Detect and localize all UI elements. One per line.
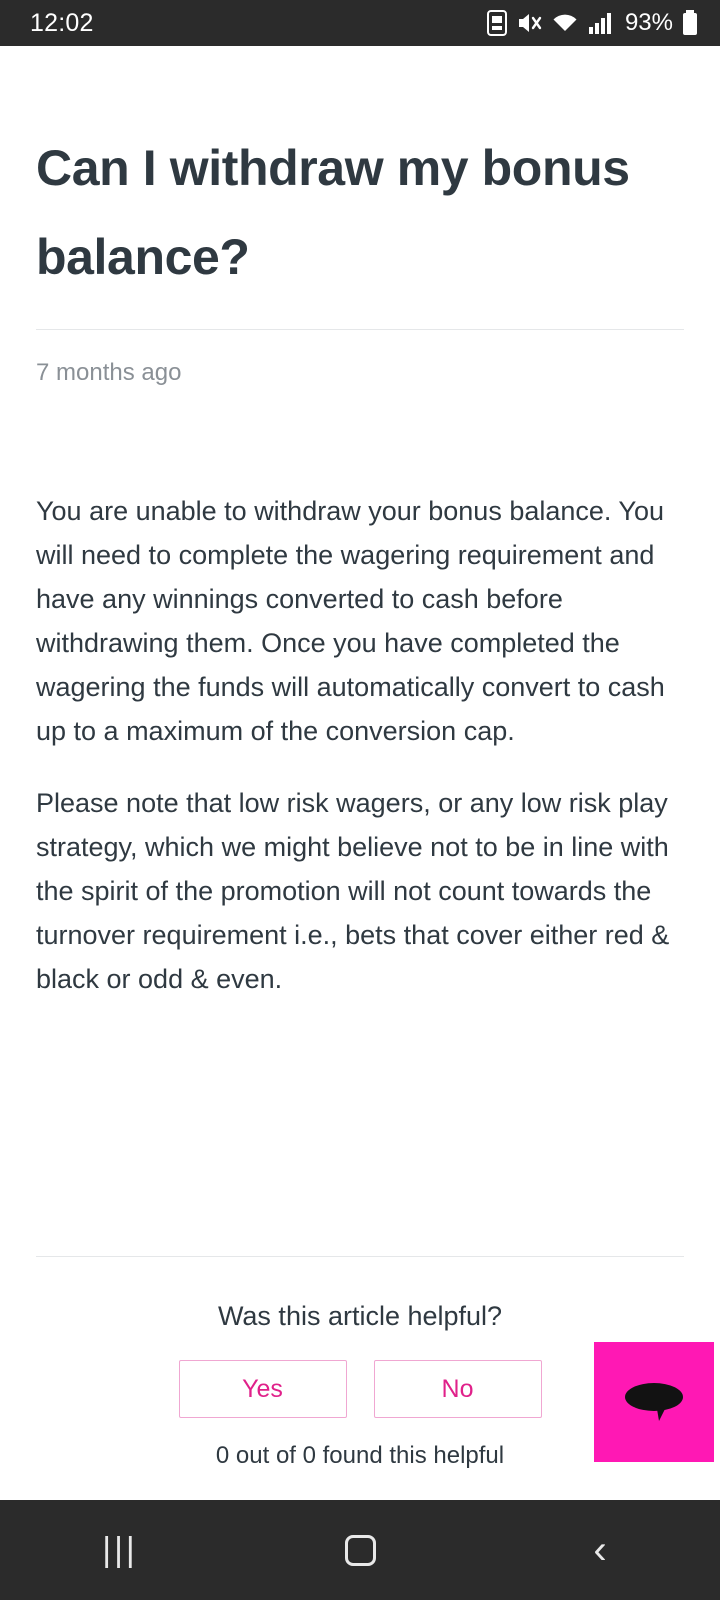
article-paragraph-1: You are unable to withdraw your bonus balance. You will need to complete the wagering requirement and have any winnings converted to cash before withdrawing them. Once you have completed the wagering the funds will automatically convert to cash up to a maximum of the conversion cap. (36, 496, 665, 746)
nav-recents-button[interactable] (60, 1500, 180, 1600)
article-content (0, 46, 720, 1500)
vote-yes-button[interactable]: Yes (179, 1360, 347, 1418)
nav-back-button[interactable] (540, 1500, 660, 1600)
back-icon: ‹ (593, 1528, 607, 1572)
status-time: 12:02 (30, 8, 94, 37)
article-body (36, 489, 684, 1001)
android-nav-bar (0, 1500, 720, 1600)
battery-icon (682, 10, 698, 36)
sim-card-icon (487, 10, 507, 36)
footer-divider (36, 1256, 684, 1257)
page-title: Can I withdraw my bonus balance? (36, 140, 630, 285)
status-icons (487, 9, 698, 37)
nav-home-button[interactable] (300, 1500, 420, 1600)
vote-no-button[interactable]: No (374, 1360, 542, 1418)
article-date: 7 months ago (36, 359, 182, 386)
recents-icon: ||| (102, 1531, 138, 1569)
vote-buttons (36, 1360, 684, 1418)
helpful-count-label: 0 out of 0 found this helpful (215, 1442, 505, 1469)
chat-launcher-button[interactable] (594, 1342, 714, 1462)
home-icon (345, 1535, 376, 1566)
mute-icon (516, 10, 542, 36)
helpful-question: Was this article helpful? (217, 1301, 503, 1331)
article-footer (36, 1256, 684, 1470)
title-divider (36, 329, 684, 330)
battery-percent-label: 93% (624, 9, 673, 36)
signal-icon (588, 11, 614, 35)
wifi-icon (551, 11, 579, 35)
article-paragraph-2: Please note that low risk wagers, or any low risk play strategy, which we might believe not to be in line with the spirit of the promotion will not count towards the turnover requirement i.e., bets that cover either red & black or odd & even. (36, 788, 670, 994)
status-bar (0, 0, 720, 46)
chat-bubble-icon (621, 1377, 687, 1427)
